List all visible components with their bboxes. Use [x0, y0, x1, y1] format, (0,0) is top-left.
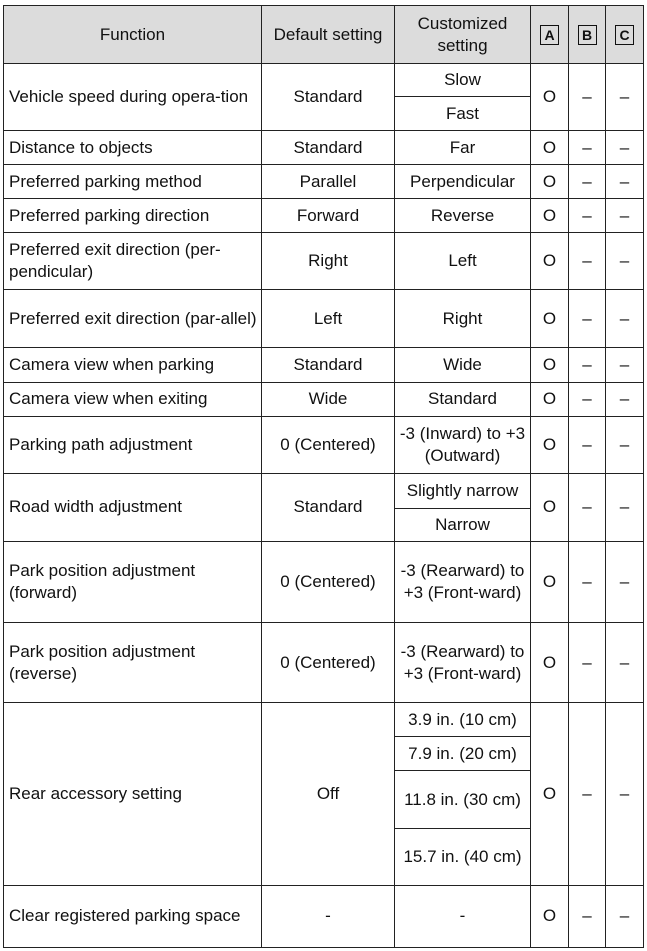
mark-a-cell: O	[531, 885, 569, 947]
mark-a-cell: O	[531, 703, 569, 885]
function-cell: Park position adjustment (reverse)	[4, 623, 262, 703]
mark-a-cell: O	[531, 347, 569, 382]
function-cell: Camera view when parking	[4, 347, 262, 382]
mark-c-cell: –	[606, 623, 644, 703]
header-default-setting: Default setting	[262, 6, 395, 64]
mark-b-cell: –	[569, 885, 606, 947]
mark-c-cell: –	[606, 131, 644, 165]
function-cell: Preferred parking method	[4, 165, 262, 199]
mark-a-cell: O	[531, 233, 569, 290]
settings-table	[3, 5, 644, 948]
customized-setting-cell: -3 (Rearward) to +3 (Front-ward)	[395, 623, 531, 703]
mark-b-cell: –	[569, 416, 606, 473]
table-row	[4, 64, 644, 97]
mark-b-cell: –	[569, 703, 606, 885]
function-cell: Vehicle speed during opera-tion	[4, 64, 262, 131]
table-row	[4, 703, 644, 737]
customized-setting-cell: 3.9 in. (10 cm)	[395, 703, 531, 737]
function-cell: Preferred parking direction	[4, 199, 262, 233]
mark-b-cell: –	[569, 347, 606, 382]
function-cell: Rear accessory setting	[4, 703, 262, 885]
mark-b-cell: –	[569, 233, 606, 290]
customized-setting-cell: 15.7 in. (40 cm)	[395, 828, 531, 885]
function-cell: Camera view when exiting	[4, 382, 262, 416]
customized-setting-cell: Slow	[395, 64, 531, 97]
function-cell: Parking path adjustment	[4, 416, 262, 473]
customized-setting-cell: Far	[395, 131, 531, 165]
header-b-label: B	[578, 25, 597, 45]
customized-setting-cell: -3 (Rearward) to +3 (Front-ward)	[395, 541, 531, 622]
mark-a-cell: O	[531, 382, 569, 416]
table-row	[4, 233, 644, 290]
default-setting-cell: Off	[262, 703, 395, 885]
header-b	[569, 6, 606, 64]
default-setting-cell: Standard	[262, 131, 395, 165]
function-cell: Preferred exit direction (per-pendicular)	[4, 233, 262, 290]
table-body	[4, 64, 644, 948]
mark-a-cell: O	[531, 623, 569, 703]
table-row	[4, 290, 644, 347]
mark-c-cell: –	[606, 233, 644, 290]
mark-c-cell: –	[606, 290, 644, 347]
mark-a-cell: O	[531, 131, 569, 165]
mark-a-cell: O	[531, 473, 569, 541]
customized-setting-cell: Standard	[395, 382, 531, 416]
default-setting-cell: Standard	[262, 473, 395, 541]
mark-c-cell: –	[606, 165, 644, 199]
header-a-label: A	[540, 25, 559, 45]
mark-c-cell: –	[606, 703, 644, 885]
default-setting-cell: 0 (Centered)	[262, 541, 395, 622]
customized-setting-cell: Reverse	[395, 199, 531, 233]
function-cell: Park position adjustment (forward)	[4, 541, 262, 622]
mark-a-cell: O	[531, 541, 569, 622]
customized-setting-cell: Perpendicular	[395, 165, 531, 199]
customized-setting-cell: Narrow	[395, 508, 531, 541]
mark-c-cell: –	[606, 541, 644, 622]
customized-setting-cell: Fast	[395, 97, 531, 131]
mark-a-cell: O	[531, 199, 569, 233]
customized-setting-cell: -3 (Inward) to +3 (Outward)	[395, 416, 531, 473]
default-setting-cell: Forward	[262, 199, 395, 233]
mark-c-cell: –	[606, 64, 644, 131]
function-cell: Distance to objects	[4, 131, 262, 165]
mark-b-cell: –	[569, 199, 606, 233]
customized-setting-cell: Right	[395, 290, 531, 347]
default-setting-cell: 0 (Centered)	[262, 623, 395, 703]
mark-b-cell: –	[569, 131, 606, 165]
mark-c-cell: –	[606, 885, 644, 947]
customized-setting-cell: -	[395, 885, 531, 947]
function-cell: Preferred exit direction (par-allel)	[4, 290, 262, 347]
table-row	[4, 165, 644, 199]
header-a	[531, 6, 569, 64]
mark-c-cell: –	[606, 382, 644, 416]
header-row	[4, 6, 644, 64]
mark-a-cell: O	[531, 64, 569, 131]
customized-setting-cell: Left	[395, 233, 531, 290]
mark-b-cell: –	[569, 290, 606, 347]
table-row	[4, 131, 644, 165]
mark-b-cell: –	[569, 64, 606, 131]
mark-b-cell: –	[569, 165, 606, 199]
mark-b-cell: –	[569, 473, 606, 541]
header-c-label: C	[615, 25, 634, 45]
header-c	[606, 6, 644, 64]
header-function: Function	[4, 6, 262, 64]
default-setting-cell: -	[262, 885, 395, 947]
table-row	[4, 199, 644, 233]
mark-b-cell: –	[569, 623, 606, 703]
mark-a-cell: O	[531, 165, 569, 199]
mark-c-cell: –	[606, 199, 644, 233]
function-cell: Road width adjustment	[4, 473, 262, 541]
table-row	[4, 416, 644, 473]
mark-a-cell: O	[531, 290, 569, 347]
mark-b-cell: –	[569, 541, 606, 622]
table-row	[4, 382, 644, 416]
header-customized-setting: Customized setting	[395, 6, 531, 64]
mark-c-cell: –	[606, 416, 644, 473]
table-row	[4, 473, 644, 508]
default-setting-cell: 0 (Centered)	[262, 416, 395, 473]
function-cell: Clear registered parking space	[4, 885, 262, 947]
default-setting-cell: Wide	[262, 382, 395, 416]
mark-a-cell: O	[531, 416, 569, 473]
default-setting-cell: Standard	[262, 64, 395, 131]
table-row	[4, 347, 644, 382]
table-row	[4, 541, 644, 622]
default-setting-cell: Right	[262, 233, 395, 290]
mark-c-cell: –	[606, 473, 644, 541]
mark-c-cell: –	[606, 347, 644, 382]
customized-setting-cell: Wide	[395, 347, 531, 382]
customized-setting-cell: 11.8 in. (30 cm)	[395, 771, 531, 828]
mark-b-cell: –	[569, 382, 606, 416]
table-row	[4, 885, 644, 947]
default-setting-cell: Left	[262, 290, 395, 347]
default-setting-cell: Parallel	[262, 165, 395, 199]
default-setting-cell: Standard	[262, 347, 395, 382]
customized-setting-cell: Slightly narrow	[395, 473, 531, 508]
customized-setting-cell: 7.9 in. (20 cm)	[395, 737, 531, 771]
table-row	[4, 623, 644, 703]
